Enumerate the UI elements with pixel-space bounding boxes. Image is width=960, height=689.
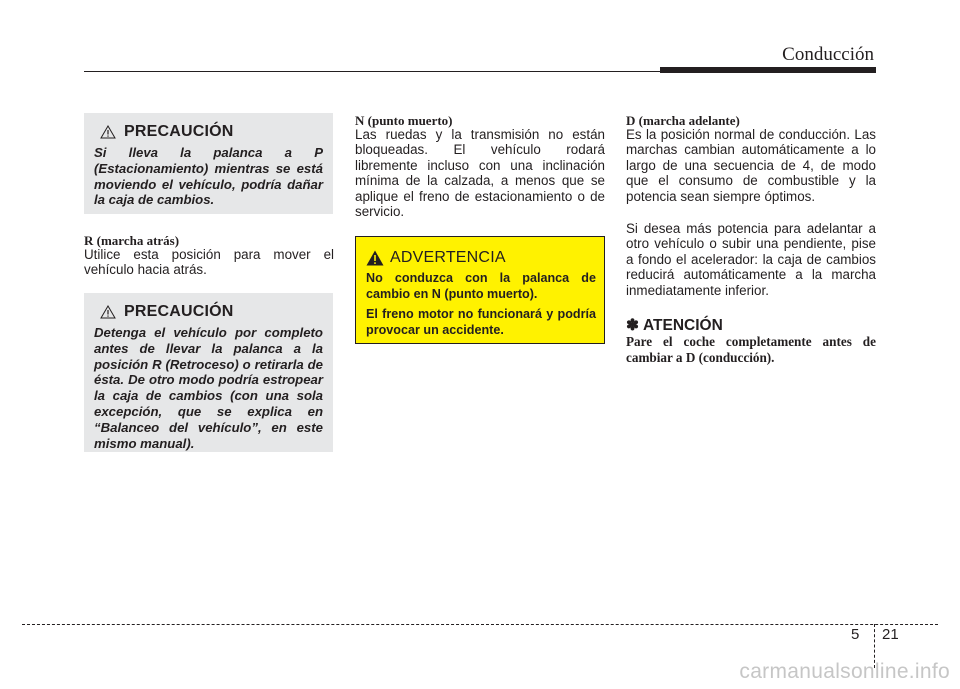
- warning-text: El freno motor no funcionará y podría provocar un accidente.: [366, 307, 596, 337]
- chapter-title: Conducción: [782, 44, 874, 65]
- paragraph-drive-power: Si desea más potencia para adelantar a otro vehículo o subir una pendiente, pise a fondo el acelerador: la caja de cambios reducirá automáticamente a la marcha inmediatamente inferior.: [626, 221, 876, 298]
- section-heading-neutral: N (punto muerto): [355, 113, 453, 128]
- watermark: carmanualsonline.info: [739, 660, 950, 683]
- header-rule-bold: [660, 67, 876, 73]
- warning-header: [366, 249, 596, 267]
- warning-triangle-icon: [366, 250, 384, 266]
- warning-title: ADVERTENCIA: [390, 249, 506, 266]
- section-heading-reverse: R (marcha atrás): [84, 233, 180, 248]
- caution-title: PRECAUCIÓN: [124, 303, 234, 320]
- footer-rule: [22, 624, 938, 625]
- caution-text: Si lleva la palanca a P (Estacionamiento) mientras se está moviendo el vehículo, podría dañar la caja de cambios.: [94, 145, 323, 208]
- caution-box-reverse: [84, 293, 333, 452]
- warning-triangle-icon: [100, 125, 116, 139]
- paragraph-drive: Es la posición normal de conducción. Las marchas cambian automáticamente a lo largo de una secuencia de 4, de modo que el consumo de combustible y la potencia sean siempre óptimos.: [626, 127, 876, 204]
- notice-title: ATENCIÓN: [643, 316, 723, 334]
- paragraph-neutral: Las ruedas y la transmisión no están bloqueadas. El vehículo rodará libremente incluso con una inclinación mínima de la calzada, a menos que se aplique el freno de estacionamiento o de servicio.: [355, 127, 605, 220]
- caution-header: [100, 123, 323, 141]
- warning-text: No conduzca con la palanca de cambio en N (punto muerto).: [366, 271, 596, 301]
- caution-header: [100, 303, 323, 321]
- warning-triangle-icon: [100, 305, 116, 319]
- section-heading-drive: D (marcha adelante): [626, 113, 740, 128]
- notice-text: Pare el coche completamente antes de cambiar a D (conducción).: [626, 334, 876, 365]
- chapter-number: 5: [851, 626, 860, 643]
- asterisk-icon: ✽: [626, 317, 639, 334]
- notice-heading: [626, 316, 876, 335]
- caution-box-park: [84, 113, 333, 214]
- header-rule: [84, 71, 660, 72]
- caution-title: PRECAUCIÓN: [124, 123, 234, 140]
- warning-box-neutral: [355, 236, 605, 344]
- paragraph-reverse: Utilice esta posición para mover el vehículo hacia atrás.: [84, 247, 334, 278]
- caution-text: Detenga el vehículo por completo antes de llevar la palanca a la posición R (Retroceso) o retirarla de ésta. De otro modo podría estropear la caja de cambios (con una sola excepción, que se explica en “Balanceo del vehículo”, en este mismo manual).: [94, 325, 323, 451]
- page-number: 21: [882, 626, 899, 643]
